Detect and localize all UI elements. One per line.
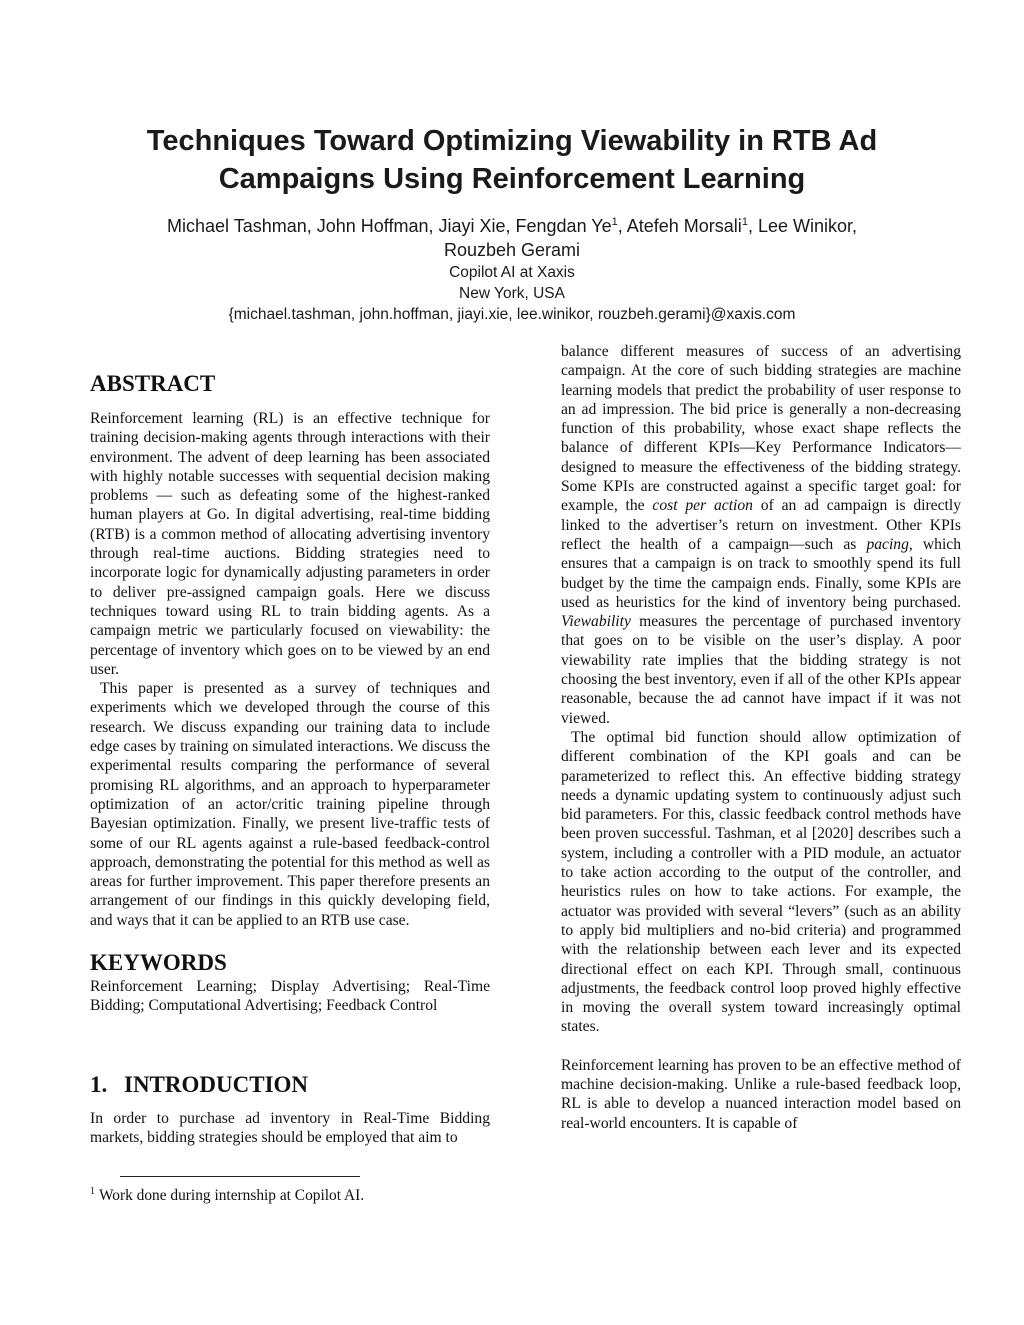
title-line-2: Campaigns Using Reinforcement Learning	[218, 163, 806, 195]
left-column	[90, 370, 490, 1147]
author-list	[0, 214, 1024, 262]
right-paragraph-1	[561, 342, 961, 728]
section-title: INTRODUCTION	[124, 1071, 309, 1097]
authors-part-2: , Atefeh Morsali	[617, 216, 742, 236]
text-run: measures the percentage of purchased inventory that goes on to be visible on the user’s display. A poor viewability rate implies that the bidding strategy is not choosing the best inventory, even if all of the other KPIs appear reasonable, because the ad cannot have impact if it was not viewed.	[561, 613, 961, 727]
authors-part-3: , Lee Winikor,	[747, 216, 857, 236]
footnote-ref-1: 1	[611, 216, 618, 228]
author-emails: {michael.tashman, john.hoffman, jiayi.xie, lee.winikor, rouzbeh.gerami}@xaxis.com	[228, 306, 796, 323]
text-run: balance different measures of success of an advertising campaign. At the core of such bidding strategies are machine learning models that predict the probability of user response to an ad impression. The bid price is generally a non-decreasing function of this probability, whose exact shape reflects the balance of different KPIs—Key Performance Indicators—designed to measure the effectiveness of the bidding strategy. Some KPIs are constructed against a specific target goal: for example, the	[561, 343, 961, 515]
emphasis-pacing: pacing	[866, 535, 909, 553]
keywords-heading: KEYWORDS	[90, 950, 227, 976]
abstract-heading: ABSTRACT	[90, 371, 216, 396]
footnote-text: Work done during internship at Copilot AI.	[99, 1187, 365, 1204]
authors-line-1	[0, 214, 1024, 238]
footnote-divider	[120, 1176, 360, 1177]
text-run: of an ad campaign is directly linked to the advertiser’s return on investment. Other KPIs reflect the health of a campaign—such as	[561, 497, 961, 553]
keywords-text: Reinforcement Learning; Display Advertising; Real-Time Bidding; Computational Advertising; Feedback Control	[90, 978, 490, 1015]
footnote	[90, 1186, 364, 1205]
footnote-marker: 1	[90, 1186, 95, 1197]
footnote-ref-2: 1	[741, 216, 748, 228]
location: New York, USA	[459, 285, 565, 302]
abstract-paragraph-1: Reinforcement learning (RL) is an effective technique for training decision-making agents through interactions with their environment. The advent of deep learning has been associated with highly notable successes with sequential decision making problems — such as defeating some of the highest-ranked human players at Go. In digital advertising, real-time bidding (RTB) is a common method of allocating advertising inventory through real-time auctions. Bidding strategies need to incorporate logic for dynamically adjusting parameters in order to deliver pre-assigned campaign goals. Here we discuss techniques toward using RL to train bidding agents. As a campaign metric we particularly focused on viewability: the percentage of inventory which goes on to be viewed by an end user.	[90, 410, 490, 678]
right-column	[561, 342, 961, 1133]
introduction-paragraph-1: In order to purchase ad inventory in Real-Time Bidding markets, bidding strategies should be employed that aim to	[90, 1109, 490, 1146]
introduction-heading	[90, 1071, 490, 1099]
emphasis-viewability: Viewability	[561, 613, 631, 631]
title-line-1: Techniques Toward Optimizing Viewability in RTB Ad	[146, 125, 878, 157]
abstract-paragraph-2: This paper is presented as a survey of techniques and experiments which we developed through the course of this research. We discuss expanding our training data to include edge cases by training on simulated interactions. We discuss the experimental results comparing the performance of several promising RL algorithms, and an approach to hyperparameter optimization of an actor/critic training pipeline through Bayesian optimization. Finally, we present live-traffic tests of some of our RL agents against a rule-based feedback-control approach, demonstrating the potential for this method as well as areas for further improvement. This paper therefore presents an arrangement of our findings in this quickly developing field, and ways that it can be applied to an RTB use case.	[90, 680, 490, 929]
authors-part-1: Michael Tashman, John Hoffman, Jiayi Xie, Fengdan Ye	[167, 216, 612, 236]
paragraph-gap	[561, 1037, 961, 1056]
emphasis-cost-per-action: cost per action	[652, 497, 753, 515]
affiliation: Copilot AI at Xaxis	[449, 264, 575, 281]
right-paragraph-3: Reinforcement learning has proven to be an effective method of machine decision-making. Unlike a rule-based feedback loop, RL is able to develop a nuanced interaction model based on real-world encounters. It is capable of	[561, 1056, 961, 1132]
affiliation-block	[0, 262, 1024, 325]
text-run: , which ensures that a campaign is on track to smoothly spend its full budget by the time the campaign ends. Finally, some KPIs are used as heuristics for the kind of inventory being purchased.	[561, 535, 962, 611]
section-number: 1.	[90, 1071, 108, 1097]
paper-title	[0, 122, 1024, 198]
authors-line-2: Rouzbeh Gerami	[443, 240, 581, 260]
right-paragraph-2: The optimal bid function should allow optimization of different combination of the KPI goals and can be parameterized to reflect this. An effective bidding strategy needs a dynamic updating system to continuously adjust such bid parameters. For this, classic feedback control methods have been proven successful. Tashman, et al [2020] describes such a system, including a controller with a PID module, an actuator to take action according to the output of the controller, and heuristics rules on how to take actions. For example, the actuator was provided with several “levers” (such as an ability to apply bid multipliers and no-bid criteria) and programmed with the relationship between each lever and its expected directional effect on each KPI. Through small, continuous adjustments, the feedback control loop proved highly effective in moving the overall system toward increasingly optimal states.	[561, 728, 961, 1036]
